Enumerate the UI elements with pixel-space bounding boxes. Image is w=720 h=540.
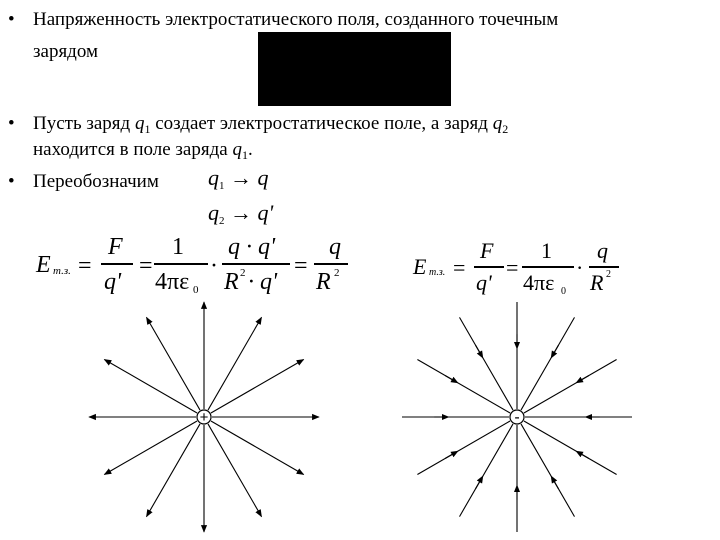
subscript: 2: [219, 215, 225, 227]
equals-sign: =: [294, 253, 308, 279]
numerator-q-q-prime: q · q': [228, 234, 276, 260]
equals-sign: =: [506, 255, 519, 280]
numerator-q: q: [329, 234, 341, 260]
negative-charge: [510, 409, 524, 426]
numerator-one: 1: [541, 238, 552, 263]
dot-operator: ·: [210, 253, 218, 279]
denominator-R: R: [590, 270, 604, 295]
field-line: [211, 421, 304, 475]
dot-operator: ·: [576, 255, 584, 280]
rename-left-symbol: q: [208, 165, 219, 190]
text-fragment: Пусть заряд: [33, 113, 135, 134]
field-line: [211, 360, 304, 414]
equals-sign: =: [139, 253, 153, 279]
text-fragment: создает электростатическое поле, а заряд: [150, 113, 493, 134]
field-line: [104, 360, 197, 414]
arrow-icon: →: [230, 200, 252, 225]
subscript: т.з.: [53, 265, 71, 277]
bullet-1-line-2: зарядом: [33, 41, 99, 62]
field-line-arrow: [553, 345, 559, 355]
subscript: 1: [144, 122, 151, 136]
superscript: 2: [606, 269, 611, 280]
four-pi-epsilon: 4πε: [155, 269, 190, 295]
numerator-F: F: [480, 238, 494, 263]
field-line: [521, 317, 575, 410]
rename-right-symbol: q: [257, 165, 269, 190]
denominator-q-prime: q': [104, 269, 122, 295]
field-line-arrow: [553, 479, 559, 489]
subscript: 0: [193, 284, 199, 296]
numerator-q: q: [597, 238, 608, 263]
subscript: 1: [219, 180, 225, 192]
symbol-E: E: [36, 252, 51, 278]
field-line-arrow: [579, 376, 589, 382]
subscript: 0: [561, 286, 566, 297]
subscript: т.з.: [429, 267, 446, 278]
bullet-marker: •: [8, 9, 15, 30]
field-line-arrow: [476, 479, 482, 489]
field-line: [147, 424, 201, 517]
plus-sign: +: [199, 409, 209, 426]
field-line: [208, 317, 262, 410]
arrow-icon: →: [230, 165, 252, 190]
field-line: [524, 421, 617, 475]
subscript: 1: [241, 148, 248, 162]
minus-sign: -: [514, 409, 520, 426]
field-line-arrow: [579, 453, 589, 459]
charge-symbol-q1: q: [134, 113, 145, 134]
charge-symbol-q2: q: [492, 113, 503, 134]
text-fragment: находится в поле заряда: [33, 139, 233, 160]
field-line-arrow: [445, 453, 455, 459]
numerator-one: 1: [172, 234, 184, 260]
subscript: 2: [502, 122, 509, 136]
numerator-F: F: [108, 234, 123, 260]
field-line-arrow: [445, 376, 455, 382]
bullet-marker: •: [8, 171, 15, 192]
field-line: [208, 424, 262, 517]
field-line: [460, 424, 514, 517]
charge-symbol-q1: q: [232, 139, 242, 160]
superscript: 2: [334, 267, 340, 279]
field-line: [147, 317, 201, 410]
four-pi-epsilon: 4πε: [523, 270, 555, 295]
equals-sign: =: [78, 253, 92, 279]
text-fragment: .: [247, 139, 253, 160]
positive-charge: [197, 409, 211, 426]
bullet-3-text: Переобозначим: [33, 171, 159, 192]
bullet-marker: •: [8, 113, 15, 134]
equals-sign: =: [453, 255, 466, 280]
field-line: [417, 421, 510, 475]
denominator-R: R: [316, 269, 331, 295]
denominator-tail: · q': [248, 269, 278, 295]
rename-left-symbol: q: [208, 200, 219, 225]
symbol-E: E: [413, 254, 427, 279]
field-line-arrow: [476, 345, 482, 355]
rename-right-symbol: q': [257, 200, 274, 225]
field-line: [460, 317, 514, 410]
field-line: [524, 360, 617, 414]
field-line: [417, 360, 510, 414]
bullet-1-line-1: Напряженность электростатического поля, созданного точечным: [33, 9, 559, 30]
denominator-R: R: [224, 269, 239, 295]
field-line: [521, 424, 575, 517]
denominator-q-prime: q': [476, 270, 492, 295]
superscript: 2: [240, 267, 246, 279]
field-line: [104, 421, 197, 475]
